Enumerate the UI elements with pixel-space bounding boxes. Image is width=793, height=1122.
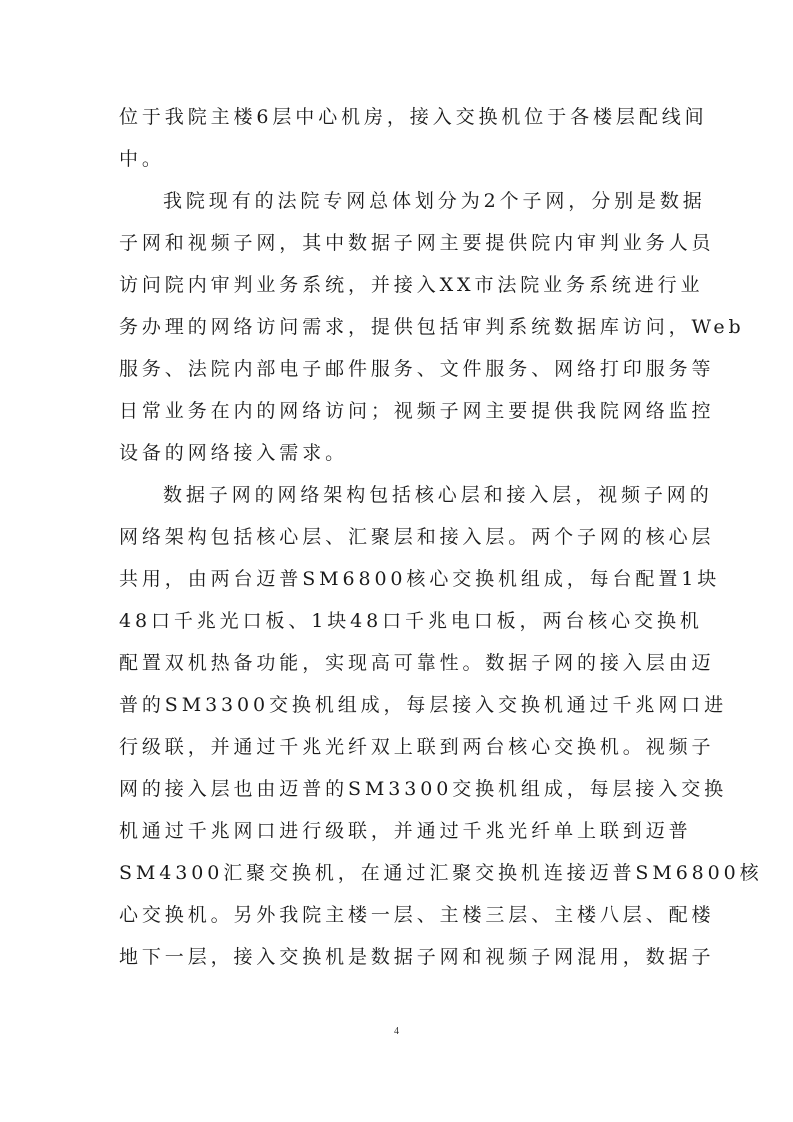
text-line: 普的SM3300交换机组成，每层接入交换机通过千兆网口进 [119,694,728,716]
body-text [119,96,763,978]
text-line: 位于我院主楼6层中心机房，接入交换机位于各楼层配线间 [119,106,708,128]
text-line: 地下一层，接入交换机是数据子网和视频子网混用，数据子 [119,946,715,968]
text-line: 务办理的网络访问需求，提供包括审判系统数据库访问，Web [119,316,745,338]
text-line: 网络架构包括核心层、汇聚层和接入层。两个子网的核心层 [119,526,715,548]
text-line: SM4300汇聚交换机，在通过汇聚交换机连接迈普SM6800核 [119,862,763,884]
text-line: 中。 [119,148,165,170]
text-line: 共用，由两台迈普SM6800核心交换机组成，每台配置1块 [119,568,721,590]
text-line: 日常业务在内的网络访问；视频子网主要提供我院网络监控 [119,400,715,422]
text-line: 访问院内审判业务系统，并接入XX市法院业务系统进行业 [119,274,704,296]
text-line: 机通过千兆网口进行级联，并通过千兆光纤单上联到迈普 [119,820,692,842]
text-line: 子网和视频子网，其中数据子网主要提供院内审判业务人员 [119,232,715,254]
text-line: 网的接入层也由迈普的SM3300交换机组成，每层接入交换 [119,778,728,800]
text-line: 配置双机热备功能，实现高可靠性。数据子网的接入层由迈 [119,652,715,674]
text-line: 数据子网的网络架构包括核心层和接入层，视频子网的 [163,484,713,506]
page-number: 4 [394,1026,399,1037]
text-line: 48口千兆光口板、1块48口千兆电口板，两台核心交换机 [119,610,703,632]
text-line: 服务、法院内部电子邮件服务、文件服务、网络打印服务等 [119,358,715,380]
text-line: 我院现有的法院专网总体划分为2个子网，分别是数据 [163,190,706,212]
text-line: 行级联，并通过千兆光纤双上联到两台核心交换机。视频子 [119,736,715,758]
text-line: 设备的网络接入需求。 [119,442,349,464]
text-line: 心交换机。另外我院主楼一层、主楼三层、主楼八层、配楼 [119,904,715,926]
